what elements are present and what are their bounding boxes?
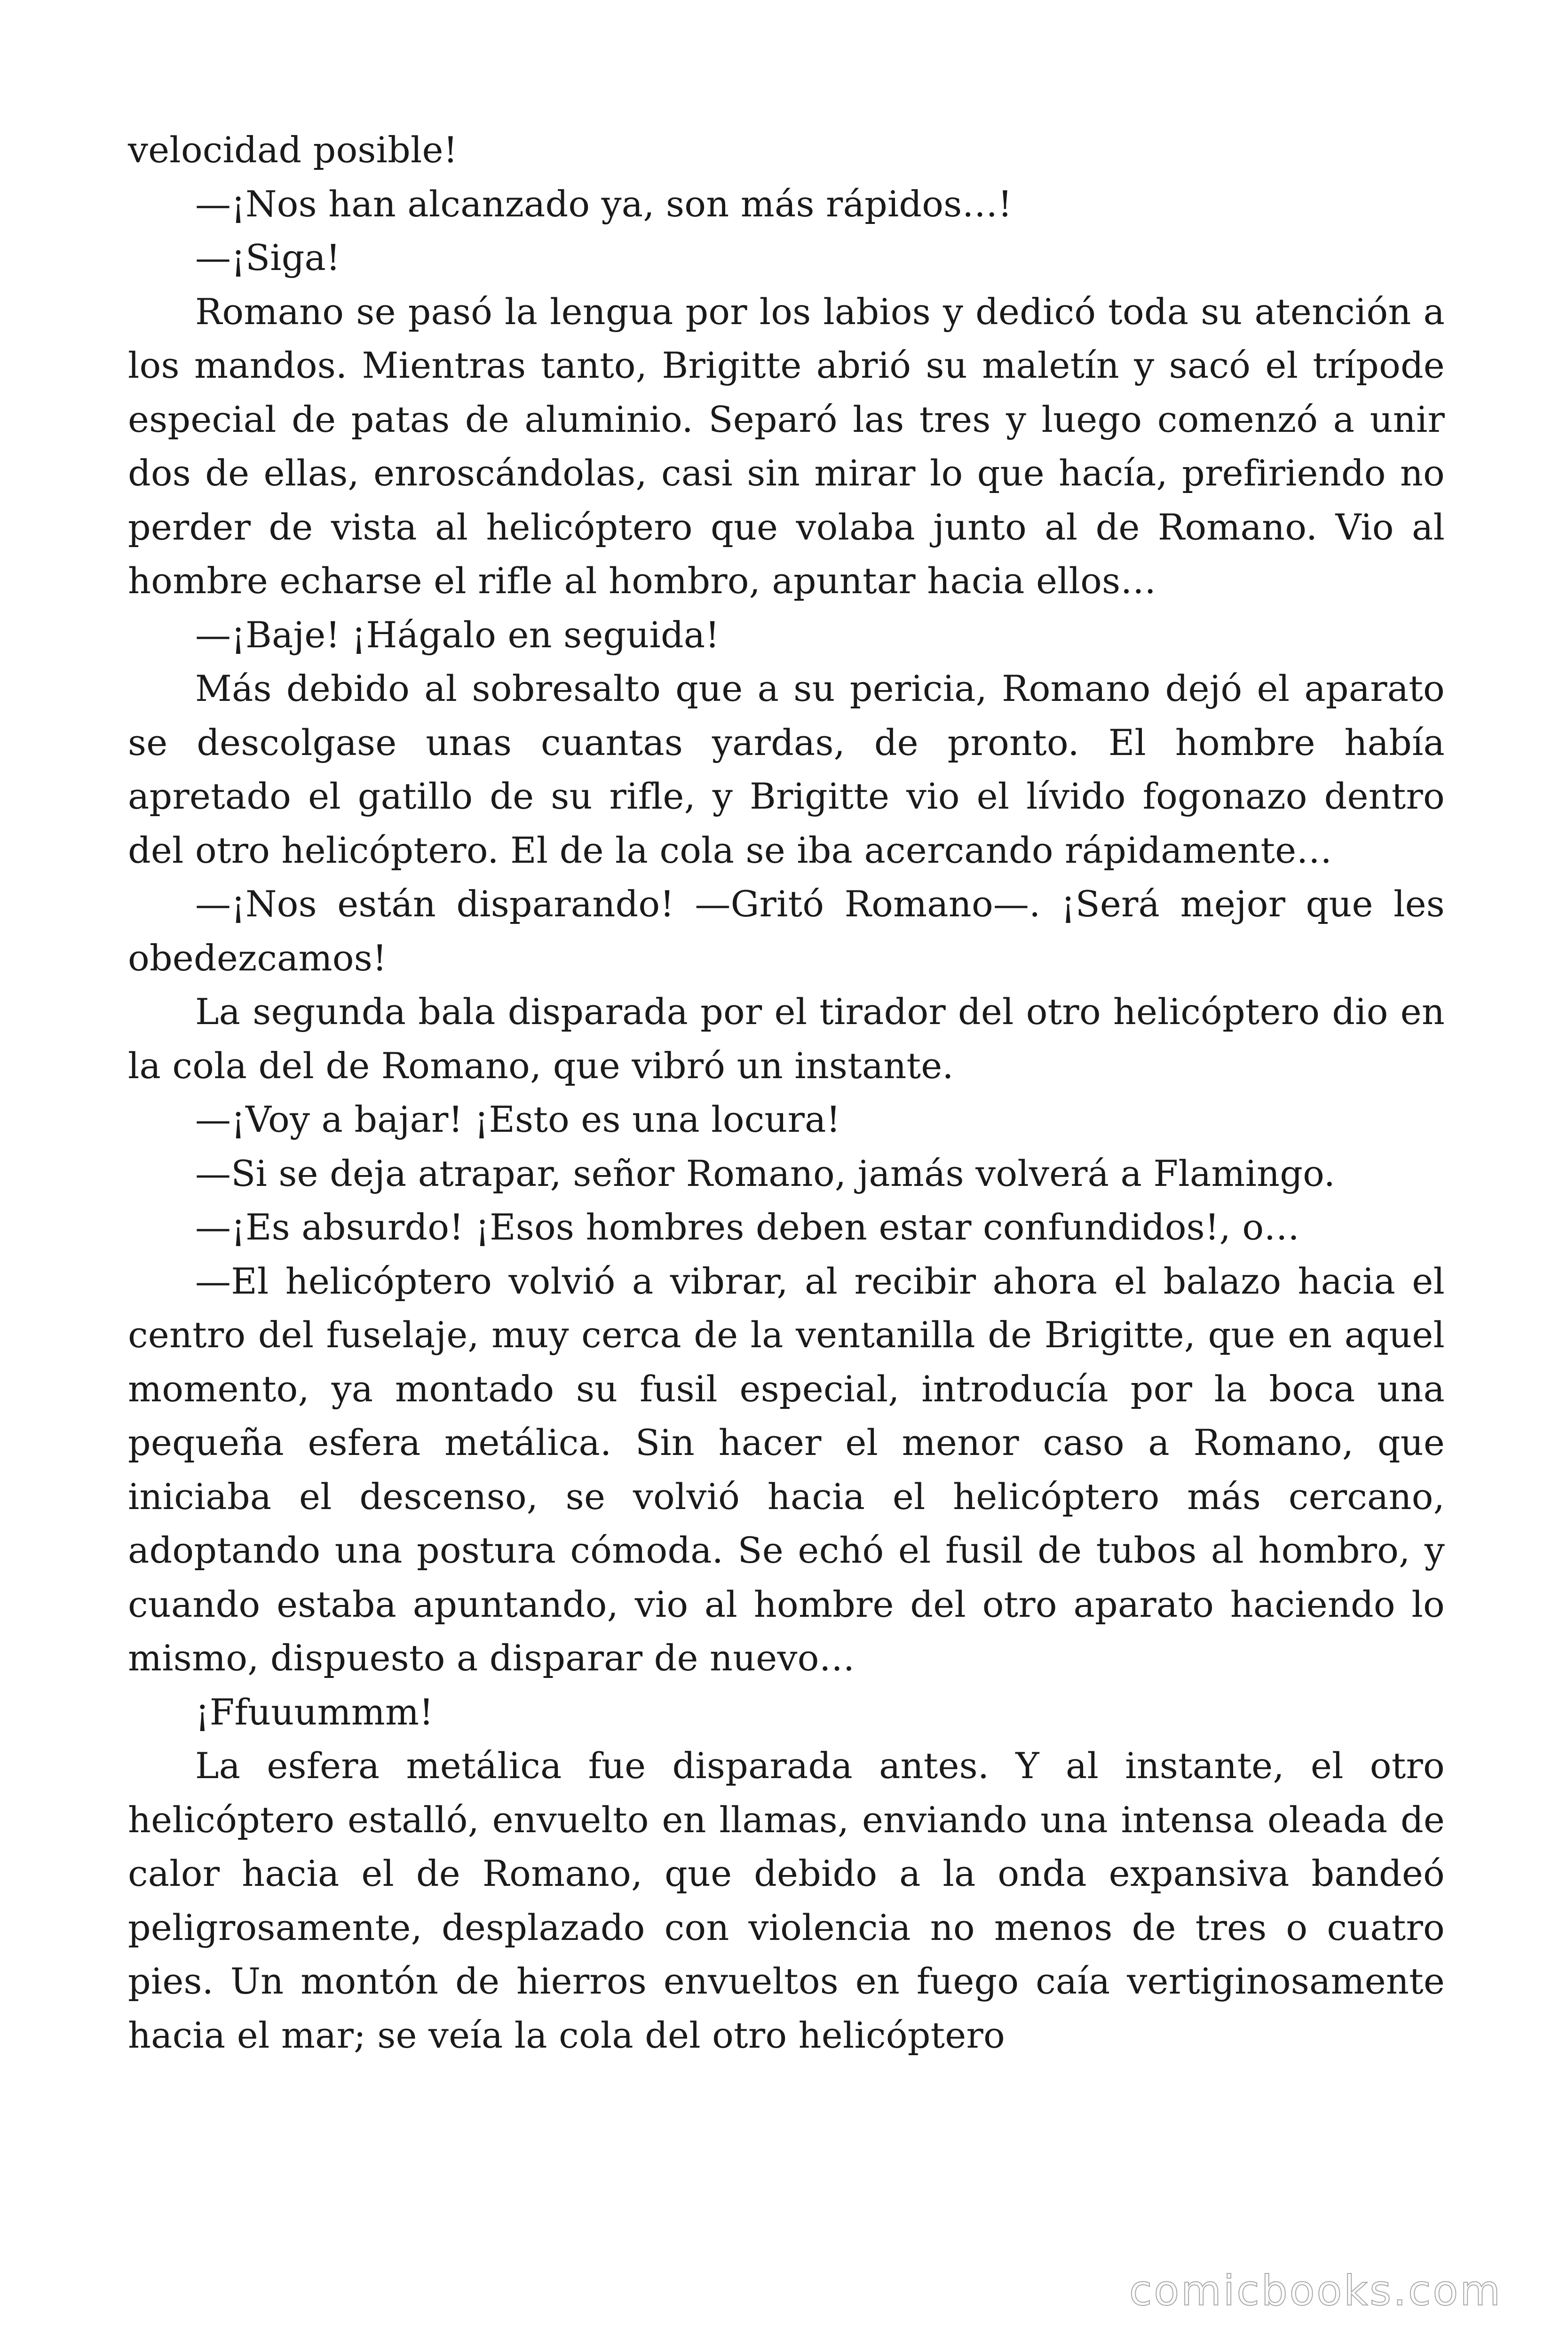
dialogue-line: —¡Nos han alcanzado ya, son más rápidos…! — [195, 183, 1013, 225]
dialogue-line: —¡Siga! — [195, 237, 341, 278]
book-page-text — [128, 123, 1445, 2062]
paragraph: Más debido al sobresalto que a su pericia, Romano dejó el aparato se descolgase unas cuantas yardas, de pronto. El hombre había apretado el gatillo de su rifle, y Brigitte vio el lívido fogonazo dentro del otro helicóptero. El de la cola se iba acercando rápidamente… — [128, 667, 1445, 871]
dialogue-line: —Si se deja atrapar, señor Romano, jamás volverá a Flamingo. — [195, 1152, 1336, 1194]
paragraph: La segunda bala disparada por el tirador del otro helicóptero dio en la cola del de Romano, que vibró un instante. — [128, 991, 1445, 1087]
dialogue-line: —¡Voy a bajar! ¡Esto es una locura! — [195, 1098, 841, 1140]
paragraph: —El helicóptero volvió a vibrar, al recibir ahora el balazo hacia el centro del fuselaje, muy cerca de la ventanilla de Brigitte, que en aquel momento, ya montado su fusil especial, introducía por la boca una pequeña esfera metálica. Sin hacer el menor caso a Romano, que iniciaba el descenso, se volvió hacia el helicóptero más cercano, adoptando una postura cómoda. Se echó el fusil de tubos al hombro, y cuando estaba apuntando, vio al hombre del otro aparato haciendo lo mismo, dispuesto a disparar de nuevo… — [128, 1260, 1445, 1679]
dialogue-line: —¡Baje! ¡Hágalo en seguida! — [195, 613, 720, 656]
paragraph-continued: velocidad posible! — [128, 129, 458, 171]
paragraph: La esfera metálica fue disparada antes. Y al instante, el otro helicóptero estalló, envuelto en llamas, enviando una intensa oleada de calor hacia el de Romano, que debido a la onda expansiva bandeó peligrosamente, desplazado con violencia no menos de tres o cuatro pies. Un montón de hierros envueltos en fuego caía vertiginosamente hacia el mar; se veía la cola del otro helicóptero — [128, 1745, 1445, 2056]
dialogue-line: —¡Es absurdo! ¡Esos hombres deben estar confundidos!, o… — [195, 1206, 1300, 1248]
dialogue-line: —¡Nos están disparando! —Gritó Romano—. ¡Será mejor que les obedezcamos! — [128, 883, 1445, 979]
onomatopoeia-line: ¡Ffuuummm! — [195, 1691, 434, 1733]
watermark-logo: comicbooks.com — [1129, 2266, 1502, 2315]
paragraph: Romano se pasó la lengua por los labios y dedicó toda su atención a los mandos. Mientras tanto, Brigitte abrió su maletín y sacó el trípode especial de patas de aluminio. Separó las tres y luego comenzó a unir dos de ellas, enroscándolas, casi sin mirar lo que hacía, prefiriendo no perder de vista al helicóptero que volaba junto al de Romano. Vio al hombre echarse el rifle al hombro, apuntar hacia ellos… — [128, 290, 1445, 602]
